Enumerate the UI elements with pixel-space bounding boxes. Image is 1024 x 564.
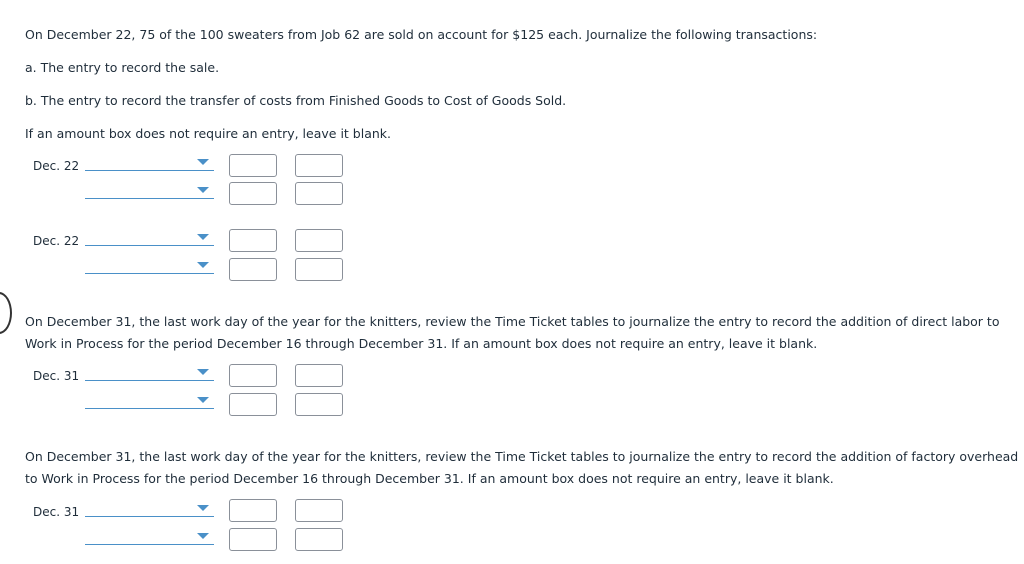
caret-down-icon: [197, 369, 209, 375]
entry-1-date: Dec. 22: [33, 159, 80, 173]
entry-4-credit-input-2[interactable]: [295, 528, 343, 551]
entry-3-credit-input-2[interactable]: [295, 393, 343, 416]
caret-down-icon: [197, 397, 209, 403]
caret-down-icon: [197, 262, 209, 268]
q3-prompt: On December 31, the last work day of the year for the knitters, review the Time Ticket tables to journalize the entry to record the addition of factory overhead to Work in Process for the period December 16 through December 31. If an amount box does not require an entry, leave it blank.: [25, 449, 1019, 486]
entry-3-credit-input-1[interactable]: [295, 364, 343, 387]
entry-4-account-select-1[interactable]: [85, 501, 214, 517]
entry-3-debit-input-2[interactable]: [229, 393, 277, 416]
entry-1-credit-input-1[interactable]: [295, 154, 343, 177]
caret-down-icon: [197, 505, 209, 511]
entry-2-account-select-1[interactable]: [85, 230, 214, 246]
entry-3-debit-input-1[interactable]: [229, 364, 277, 387]
entry-4-date: Dec. 31: [33, 505, 80, 519]
caret-down-icon: [197, 234, 209, 240]
entry-2-debit-input-2[interactable]: [229, 258, 277, 281]
entry-2-date: Dec. 22: [33, 234, 80, 248]
caret-down-icon: [197, 533, 209, 539]
q1-part-a: a. The entry to record the sale.: [25, 60, 220, 75]
entry-2-account-select-2[interactable]: [85, 258, 214, 274]
entry-3-account-select-1[interactable]: [85, 365, 214, 381]
entry-4-debit-input-2[interactable]: [229, 528, 277, 551]
entry-1-account-select-1[interactable]: [85, 155, 214, 171]
entry-2-debit-input-1[interactable]: [229, 229, 277, 252]
entry-4-account-select-2[interactable]: [85, 529, 214, 545]
q1-part-b: b. The entry to record the transfer of costs from Finished Goods to Cost of Goods Sold.: [25, 93, 567, 108]
entry-2-credit-input-1[interactable]: [295, 229, 343, 252]
entry-3-account-select-2[interactable]: [85, 393, 214, 409]
caret-down-icon: [197, 159, 209, 165]
entry-1-credit-input-2[interactable]: [295, 182, 343, 205]
q1-instruction: If an amount box does not require an entry, leave it blank.: [25, 126, 391, 141]
entry-4-credit-input-1[interactable]: [295, 499, 343, 522]
q2-prompt: On December 31, the last work day of the year for the knitters, review the Time Ticket tables to journalize the entry to record the addition of direct labor to Work in Process for the period December 16 through December 31. If an amount box does not require an entry, leave it blank.: [25, 314, 1000, 351]
question-marker-icon: [0, 292, 12, 334]
entry-3-date: Dec. 31: [33, 369, 80, 383]
entry-2-credit-input-2[interactable]: [295, 258, 343, 281]
entry-1-account-select-2[interactable]: [85, 183, 214, 199]
entry-1-debit-input-1[interactable]: [229, 154, 277, 177]
caret-down-icon: [197, 187, 209, 193]
q1-prompt: On December 22, 75 of the 100 sweaters from Job 62 are sold on account for $125 each. Journalize the following transactions:: [25, 27, 818, 42]
entry-4-debit-input-1[interactable]: [229, 499, 277, 522]
entry-1-debit-input-2[interactable]: [229, 182, 277, 205]
